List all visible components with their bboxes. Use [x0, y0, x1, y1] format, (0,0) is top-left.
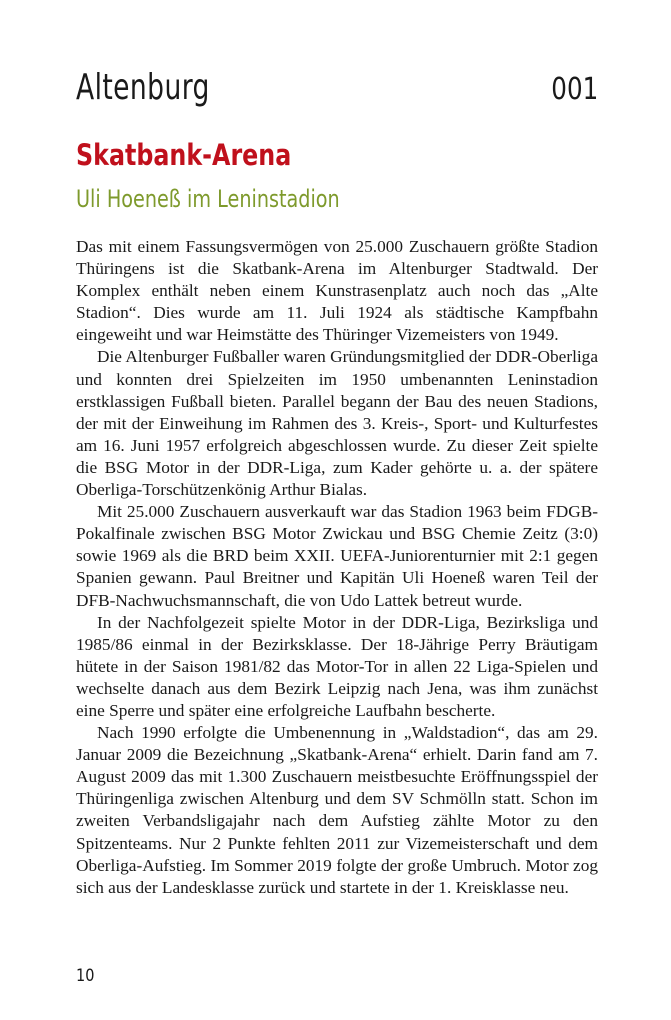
stadium-subtitle: Uli Hoeneß im Leninstadion [76, 185, 340, 213]
paragraph: Mit 25.000 Zuschauern ausverkauft war das Stadion 1963 beim FDGB-Pokalfinale zwischen BSG Motor Zwickau und BSG Chemie Zeitz (3:0) sowie 1969 als die BRD beim XXII. UEFA-Juniorenturnier mit 2:1 gegen Spanien gewann. Paul Breitner und Kapitän Uli Hoeneß waren Teil der DFB-Nachwuchsmannschaft, die von Udo Lattek betreut wurde. [76, 502, 598, 610]
entry-number: 001 [551, 72, 598, 107]
city-heading: Altenburg [76, 67, 210, 108]
paragraph: Nach 1990 erfolgte die Umbenennung in „Waldstadion“, das am 29. Januar 2009 die Bezeichnung „Skatbank-Arena“ erhielt. Darin fand am 7. August 2009 das mit 1.300 Zuschauern meistbesuchte Eröffnungsspiel der Thüringenliga zwischen Altenburg und dem SV Schmölln statt. Schon im zweiten Verbandsligajahr nach dem Aufstieg zählte Motor zu den Spitzenteams. Nur 2 Punkte fehlten 2011 zur Vizemeisterschaft und dem Oberliga-Aufstieg. Im Sommer 2019 folgte der große Umbruch. Motor zog sich aus der Landesklasse zurück und startete in der 1. Kreisklasse neu. [76, 723, 598, 897]
paragraph: In der Nachfolgezeit spielte Motor in der DDR-Liga, Bezirksliga und 1985/86 einmal in der Bezirksklasse. Der 18-Jährige Perry Bräutigam hütete in der Saison 1981/82 das Motor-Tor in allen 22 Liga-Spielen und wechselte danach aus dem Bezirk Leipzig nach Jena, was ihm zunächst eine Sperre und später eine erfolgreiche Laufbahn bescherte. [76, 612, 598, 720]
stadium-title: Skatbank-Arena [76, 138, 292, 172]
article-body [76, 236, 598, 899]
paragraph: Die Altenburger Fußballer waren Gründungsmitglied der DDR-Oberliga und konnten drei Spielzeiten im 1950 umbenannten Leninstadion erstklassigen Fußball bieten. Parallel begann der Bau des neuen Stadions, der mit der Einweihung im Rahmen des 3. Kreis-, Sport- und Kulturfestes am 16. Juni 1957 erfolgreich abgeschlossen wurde. Zu dieser Zeit spielte die BSG Motor in der DDR-Liga, zum Kader gehörte u. a. der spätere Oberliga-Torschützenkönig Arthur Bialas. [76, 347, 598, 500]
page-number: 10 [76, 966, 95, 986]
paragraph: Das mit einem Fassungsvermögen von 25.000 Zuschauern größte Stadion Thüringens ist die Skatbank-Arena im Altenburger Stadtwald. Der Komplex enthält neben einem Kunstrasenplatz auch noch das „Alte Stadion“. Dies wurde am 11. Juli 1924 als städtische Kampfbahn eingeweiht und war Heimstätte des Thüringer Vizemeisters von 1949. [76, 237, 598, 345]
page-header [76, 67, 598, 108]
